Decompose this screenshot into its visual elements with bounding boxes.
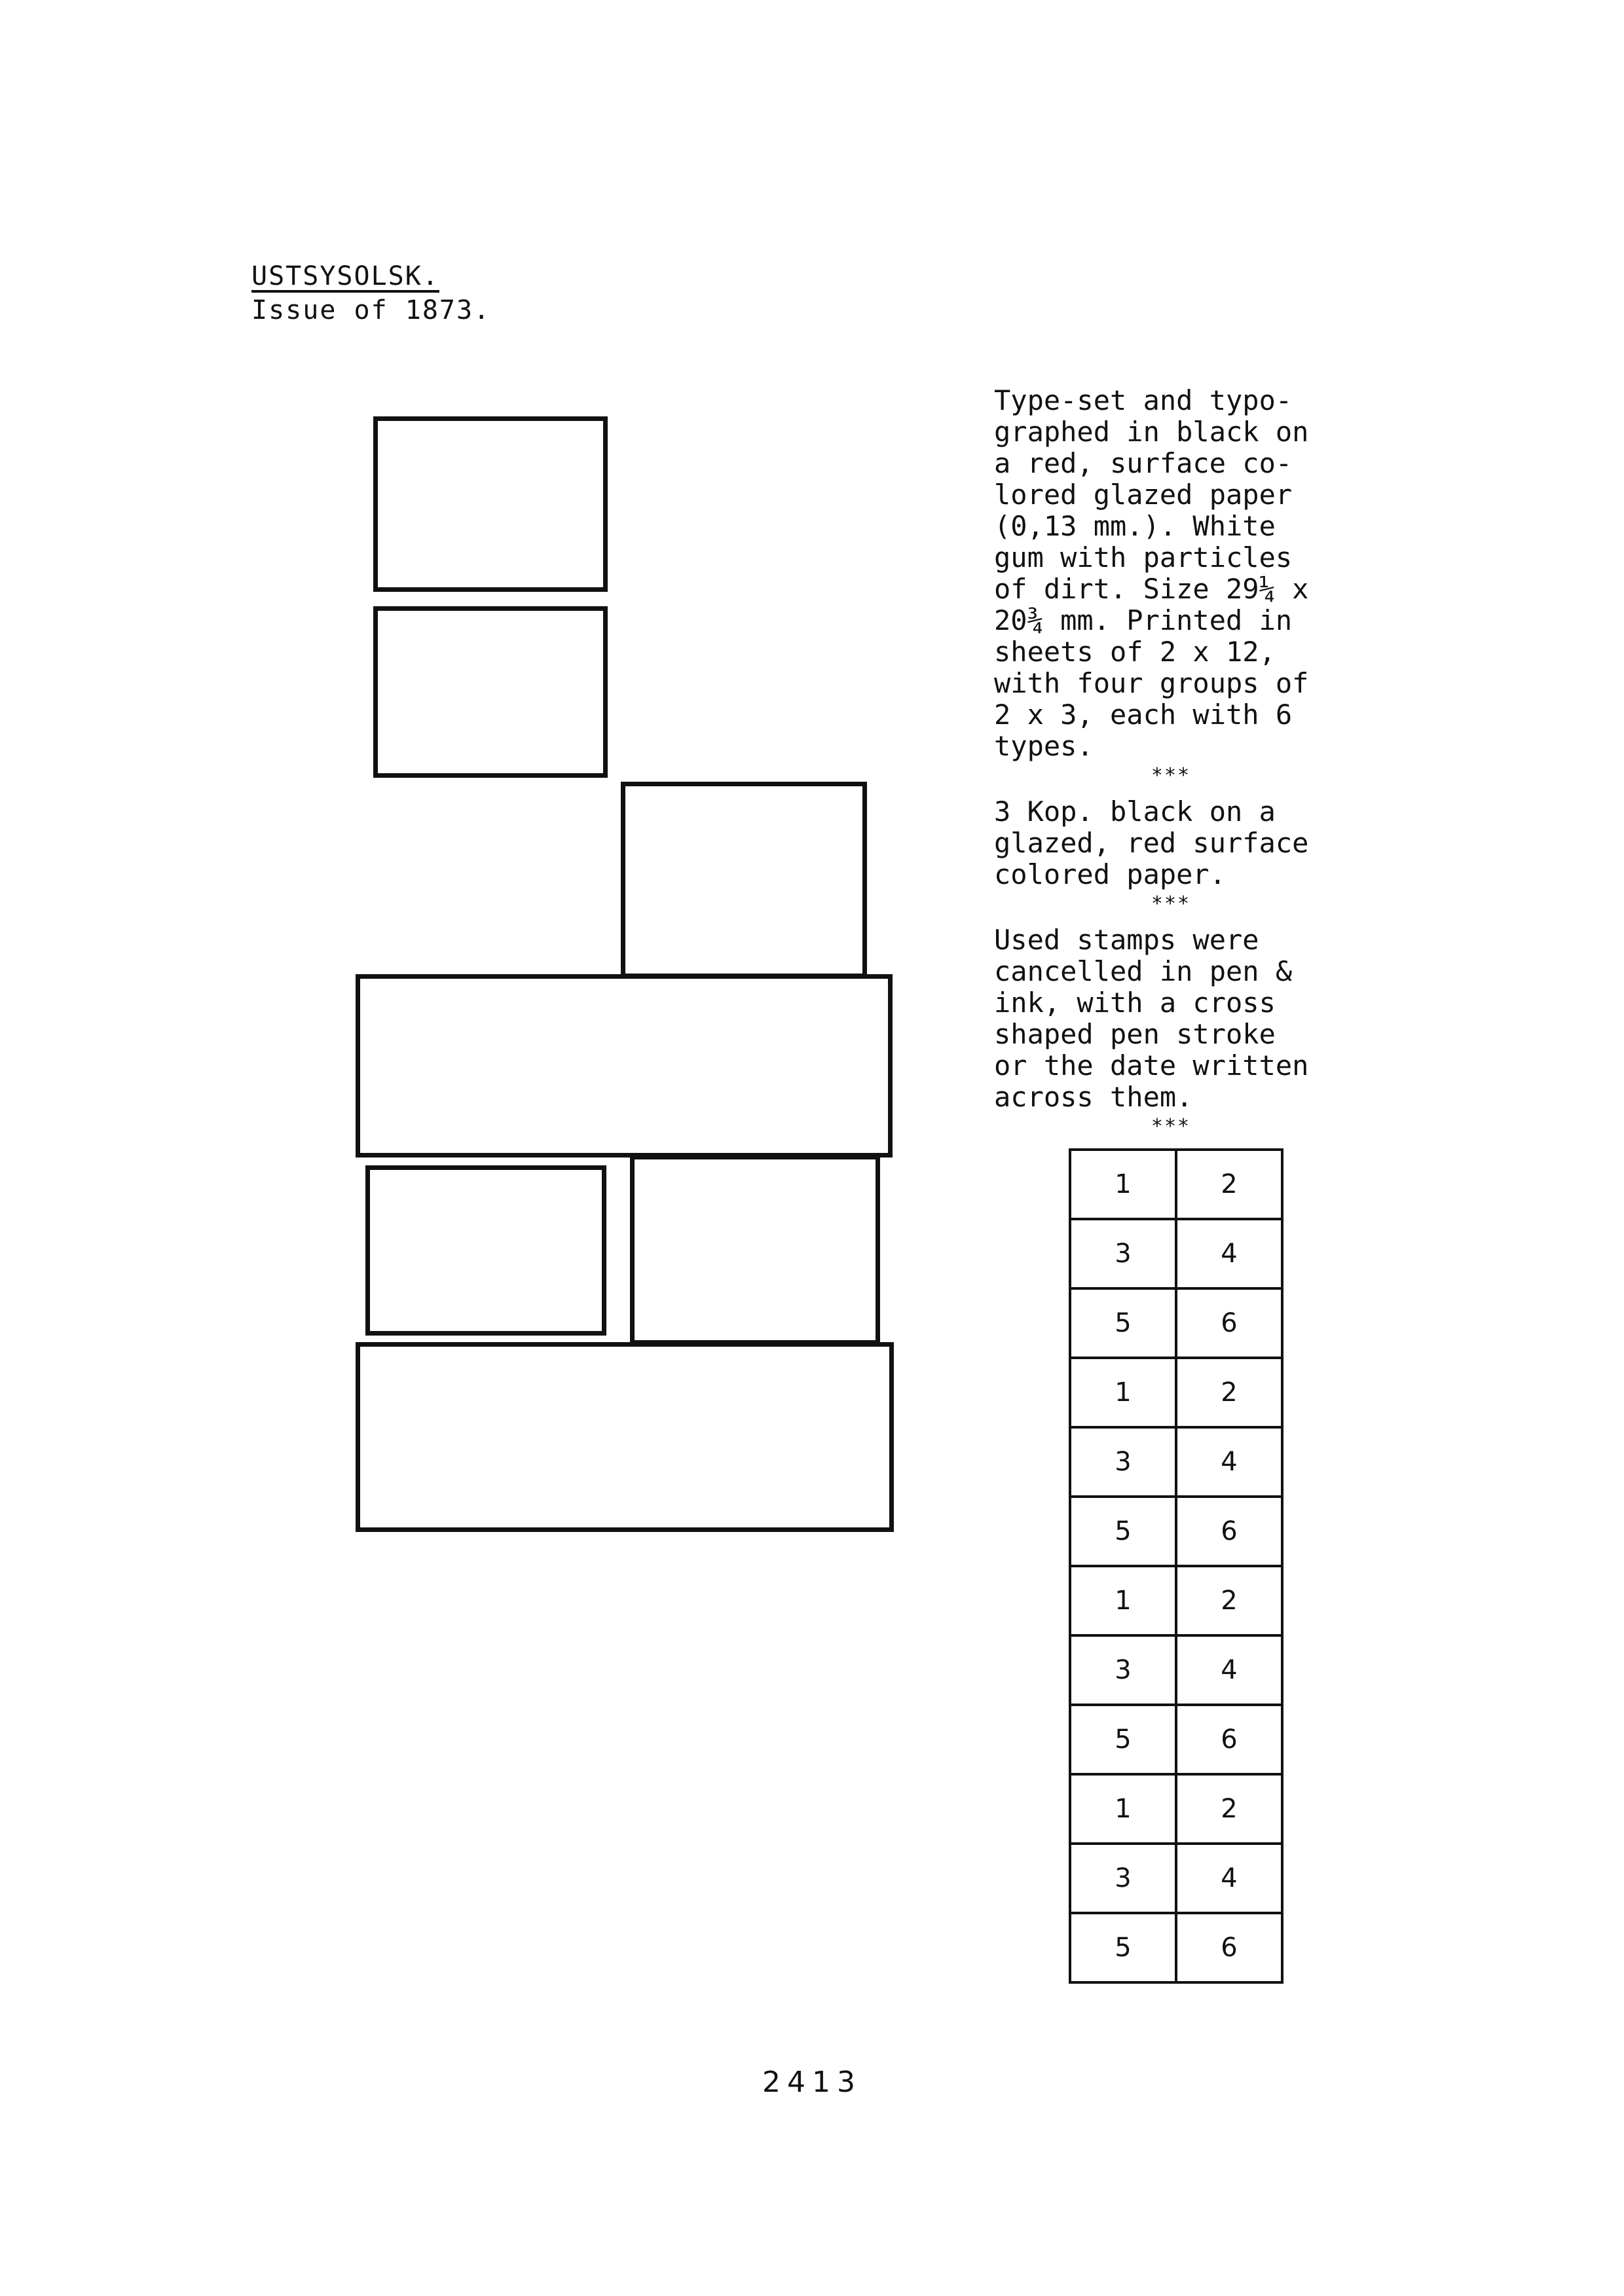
table-cell: 3 <box>1070 1219 1176 1288</box>
table-cell: 1 <box>1070 1150 1176 1219</box>
table-cell: 5 <box>1070 1913 1176 1982</box>
table-cell: 3 <box>1070 1844 1176 1913</box>
table-cell: 5 <box>1070 1497 1176 1566</box>
page-title: USTSYSOLSK. <box>251 261 439 291</box>
description-paragraph: Type-set and typo- graphed in black on a red, surface co- lored glazed paper (0,13 mm.). White gum with particles of dirt. Size 29¼ x 20¾ mm. Printed in sheets of 2 x 12, with four groups of 2 x 3, each with 6 types. <box>994 384 1309 762</box>
table-row <box>1070 1288 1282 1358</box>
table-cell: 4 <box>1176 1427 1282 1497</box>
stamp-outline <box>356 1342 894 1532</box>
table-cell: 3 <box>1070 1427 1176 1497</box>
table-cell: 1 <box>1070 1566 1176 1635</box>
table-cell: 2 <box>1176 1566 1282 1635</box>
table-cell: 1 <box>1070 1358 1176 1427</box>
description-paragraph: 3 Kop. black on a glazed, red surface colored paper. <box>994 795 1309 890</box>
separator: *** <box>1151 764 1191 787</box>
stamp-outline <box>365 1165 606 1336</box>
table-cell: 5 <box>1070 1288 1176 1358</box>
table-cell: 2 <box>1176 1358 1282 1427</box>
table-cell: 6 <box>1176 1497 1282 1566</box>
table-row <box>1070 1844 1282 1913</box>
table-cell: 6 <box>1176 1288 1282 1358</box>
table-cell: 2 <box>1176 1774 1282 1844</box>
table-cell: 4 <box>1176 1844 1282 1913</box>
separator: *** <box>1151 892 1191 915</box>
stamp-outline <box>621 782 867 978</box>
stamp-outline <box>373 606 608 778</box>
sheet-layout-table <box>1069 1148 1283 1984</box>
issue-subtitle: Issue of 1873. <box>251 295 491 325</box>
table-cell: 6 <box>1176 1705 1282 1774</box>
table-cell: 4 <box>1176 1635 1282 1705</box>
table-row <box>1070 1497 1282 1566</box>
description-paragraph: Used stamps were cancelled in pen & ink, with a cross shaped pen stroke or the date written across them. <box>994 924 1309 1113</box>
stamp-outline <box>630 1155 880 1345</box>
page-number: 2413 <box>762 2066 862 2099</box>
stamp-outline <box>373 416 608 592</box>
table-row <box>1070 1705 1282 1774</box>
table-row <box>1070 1774 1282 1844</box>
table-row <box>1070 1358 1282 1427</box>
stamp-outline <box>356 974 893 1157</box>
table-row <box>1070 1427 1282 1497</box>
table-cell: 2 <box>1176 1150 1282 1219</box>
table-row <box>1070 1150 1282 1219</box>
description-column <box>994 385 1348 1147</box>
table-row <box>1070 1566 1282 1635</box>
table-cell: 3 <box>1070 1635 1176 1705</box>
table-row <box>1070 1913 1282 1982</box>
table-row <box>1070 1219 1282 1288</box>
table-cell: 6 <box>1176 1913 1282 1982</box>
table-cell: 1 <box>1070 1774 1176 1844</box>
table-row <box>1070 1635 1282 1705</box>
table-cell: 4 <box>1176 1219 1282 1288</box>
table-cell: 5 <box>1070 1705 1176 1774</box>
separator: *** <box>1151 1115 1191 1138</box>
